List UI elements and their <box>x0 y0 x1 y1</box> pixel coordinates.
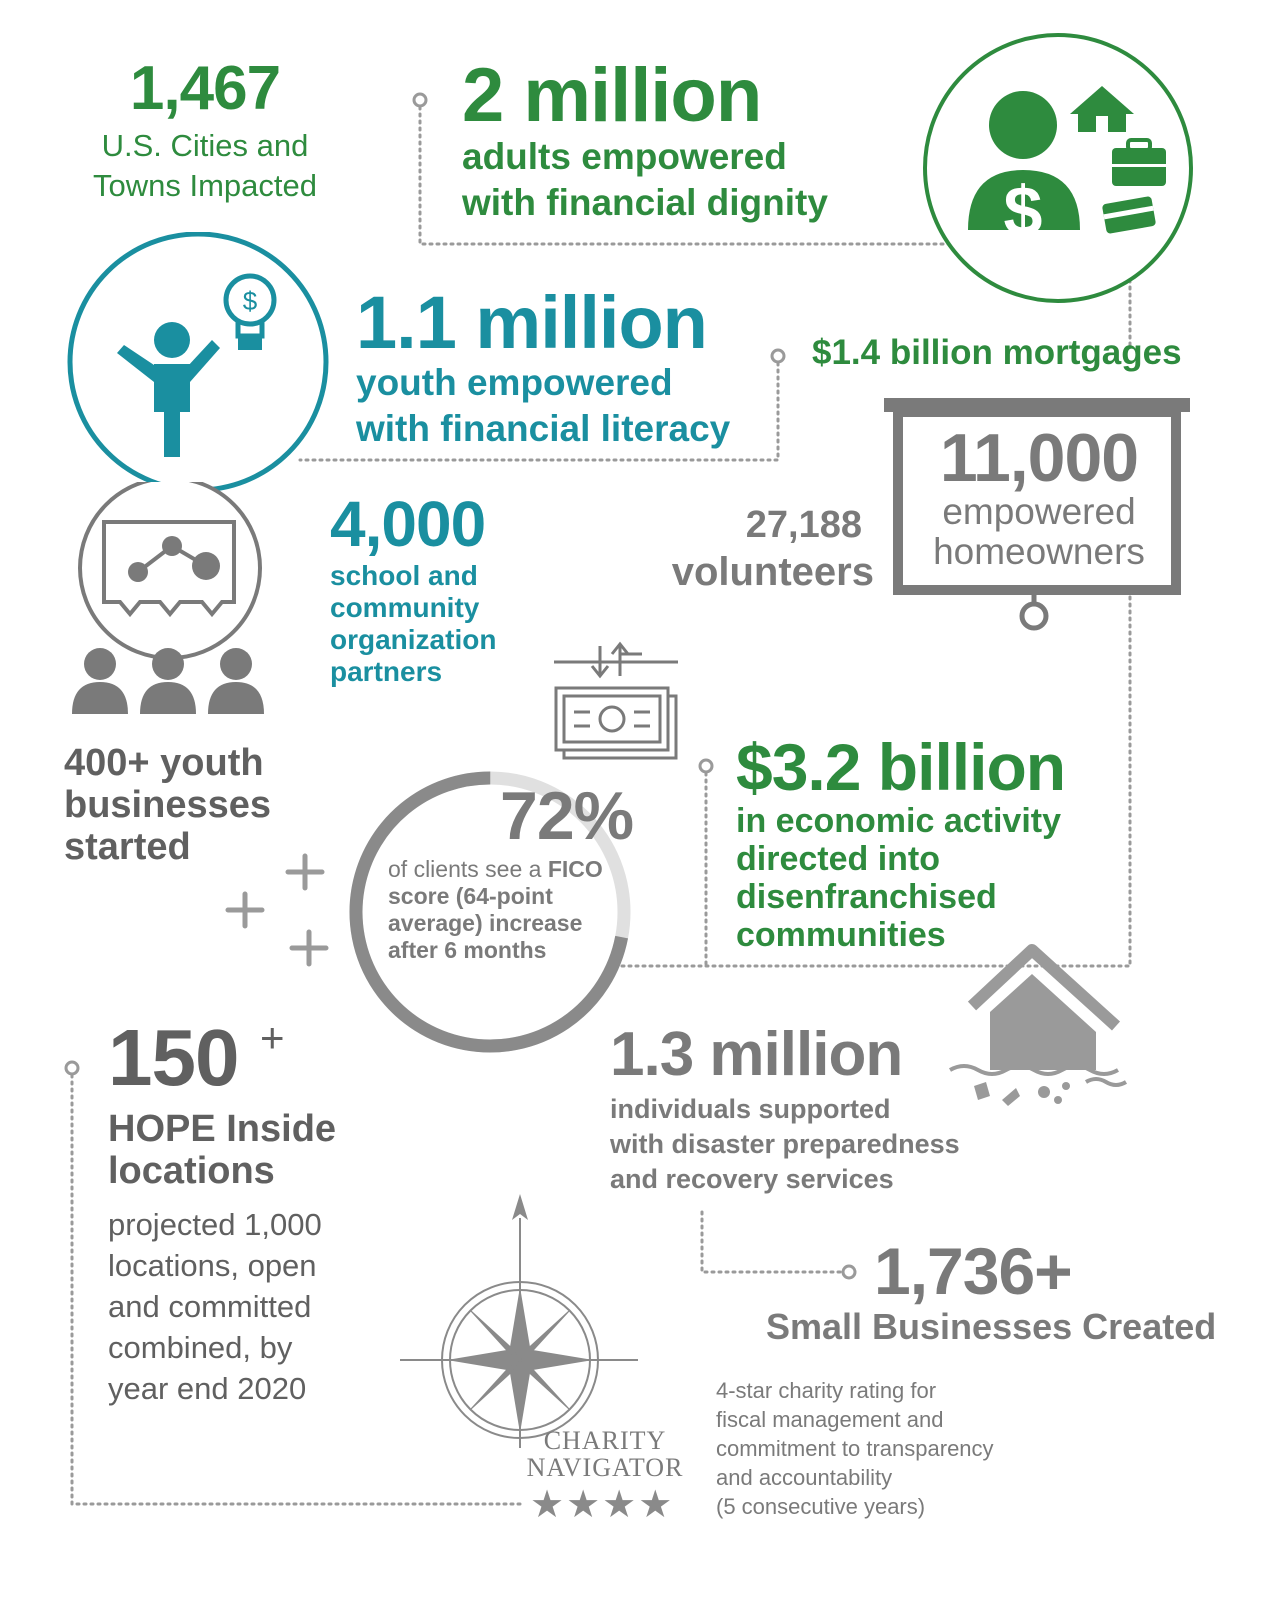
fico-line1 <box>388 856 638 883</box>
presentation-audience-icon <box>62 482 272 722</box>
hope-p2: locations, open <box>108 1248 317 1283</box>
adults-number: 2 million <box>462 53 762 138</box>
fico-line1-a: of clients see a <box>388 856 548 882</box>
star-icon: ★ <box>530 1484 567 1526</box>
connector-dot <box>66 1062 78 1074</box>
connector-dot <box>700 760 712 772</box>
partners-line4: partners <box>330 656 443 687</box>
fico-line2: score (64-point <box>388 883 553 909</box>
cities-block <box>70 54 340 206</box>
disaster-number: 1.3 million <box>610 1020 903 1089</box>
partners-line3: organization <box>330 624 497 655</box>
youth-number: 1.1 million <box>356 281 707 364</box>
fico-line3: average) increase <box>388 910 583 936</box>
partners-number: 4,000 <box>330 488 486 560</box>
disaster-block <box>610 1020 1010 1197</box>
fico-line1-b: FICO <box>547 856 603 882</box>
adults-block <box>462 53 902 226</box>
charity-logo-line2: NAVIGATOR <box>526 1453 684 1482</box>
charity-logo-line1: CHARITY <box>543 1426 667 1455</box>
small-business-number: 1,736+ <box>874 1234 1072 1308</box>
cities-line1: U.S. Cities and <box>101 128 309 163</box>
partners-line2: community <box>330 592 480 623</box>
youth-line2: with financial literacy <box>356 408 731 449</box>
adults-line1: adults empowered <box>462 136 787 177</box>
star-icon: ★ <box>566 1484 603 1526</box>
fico-percent: 72% <box>500 778 634 854</box>
star-icon: ★ <box>638 1484 675 1526</box>
plus-icon <box>222 852 332 974</box>
economic-line3: disenfranchised <box>736 878 997 916</box>
disaster-line2: with disaster preparedness <box>610 1129 960 1159</box>
adults-line2: with financial dignity <box>462 182 828 223</box>
economic-block <box>736 730 1166 954</box>
economic-number: $3.2 billion <box>736 730 1066 804</box>
disaster-line3: and recovery services <box>610 1164 894 1194</box>
charity-line5: (5 consecutive years) <box>716 1494 926 1519</box>
volunteers-label: volunteers <box>671 550 874 594</box>
youth-businesses-line2: businesses <box>64 784 271 826</box>
youth-block <box>356 281 776 452</box>
economic-line1: in economic activity <box>736 802 1061 840</box>
disaster-line1: individuals supported <box>610 1094 891 1124</box>
charity-line1: 4-star charity rating for <box>716 1378 937 1403</box>
volunteers-block <box>654 502 874 596</box>
star-icon: ★ <box>602 1484 639 1526</box>
homeowners-block <box>904 420 1174 572</box>
homeowners-line2: homeowners <box>933 531 1145 572</box>
hope-number: 150 <box>108 1013 239 1102</box>
youth-businesses-line3: started <box>64 826 191 868</box>
economic-line2: directed into <box>736 840 941 878</box>
connector-dot <box>414 94 426 106</box>
youth-line1: youth empowered <box>356 362 673 403</box>
hope-p3: and committed <box>108 1289 312 1324</box>
hope-p5: year end 2020 <box>108 1371 307 1406</box>
compass-rose-icon <box>400 1190 640 1450</box>
cities-line2: Towns Impacted <box>93 168 317 203</box>
youth-businesses-line1: 400+ youth <box>64 742 264 784</box>
hope-line1: HOPE Inside <box>108 1108 337 1150</box>
hope-p1: projected 1,000 <box>108 1207 322 1242</box>
person-dollar-icon <box>920 30 1196 306</box>
hope-p4: combined, by <box>108 1330 293 1365</box>
hope-number-row <box>108 1013 408 1102</box>
homeowners-number: 11,000 <box>939 420 1139 496</box>
connector-dot <box>843 1266 855 1278</box>
money-transfer-icon <box>550 640 684 766</box>
small-business-label: Small Businesses Created <box>766 1306 1217 1347</box>
fico-text <box>388 856 638 964</box>
charity-line3: commitment to transparency <box>716 1436 994 1461</box>
hope-plus: + <box>260 1014 285 1061</box>
youth-lightbulb-icon <box>62 232 334 502</box>
hope-line2: locations <box>108 1150 275 1192</box>
partners-line1: school and <box>330 560 478 591</box>
volunteers-number: 27,188 <box>745 504 862 546</box>
fico-line4: after 6 months <box>388 937 547 963</box>
economic-line4: communities <box>736 916 946 954</box>
svg-text:$: $ <box>1003 172 1043 250</box>
cities-number: 1,467 <box>129 54 281 123</box>
mortgages-text: $1.4 billion mortgages <box>812 333 1182 372</box>
youth-businesses-block <box>64 742 334 868</box>
svg-text:$: $ <box>242 286 258 316</box>
charity-stars <box>530 1482 674 1527</box>
hope-block <box>108 1013 408 1409</box>
charity-line4: and accountability <box>716 1465 893 1490</box>
charity-navigator-logo <box>525 1428 685 1482</box>
homeowners-line1: empowered <box>942 491 1136 532</box>
charity-rating-text <box>716 1376 1076 1521</box>
charity-line2: fiscal management and <box>716 1407 944 1432</box>
